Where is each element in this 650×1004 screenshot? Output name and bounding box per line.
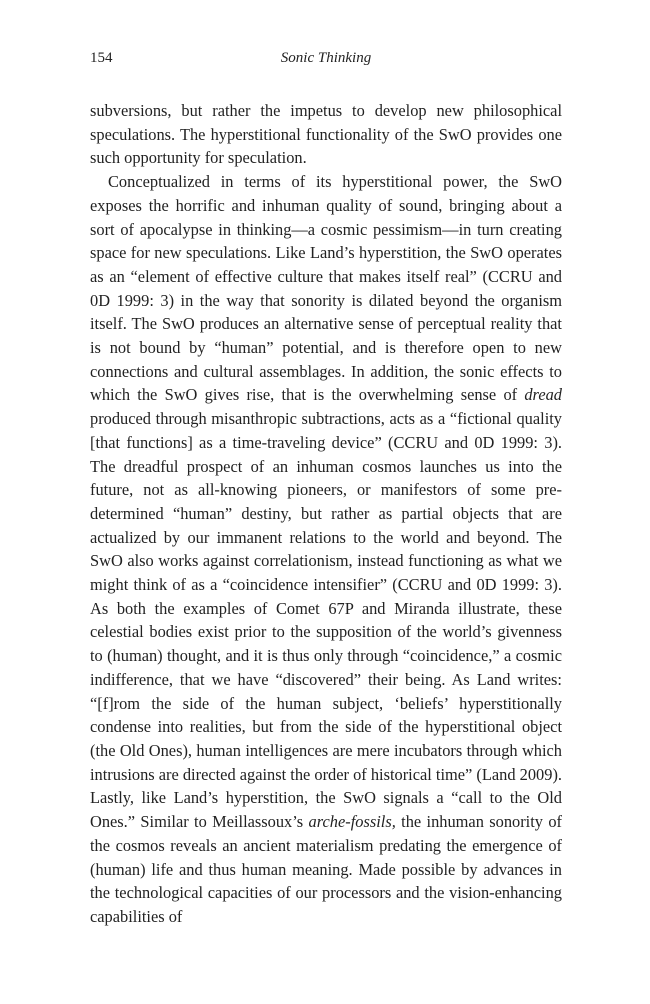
running-title: Sonic Thinking [280, 50, 372, 66]
emphasis-arche-fossils: arche-fossils, [308, 812, 396, 832]
paragraph-continued [90, 99, 562, 170]
paragraph [90, 170, 562, 929]
emphasis-dread: dread [524, 385, 562, 405]
page-header [90, 50, 562, 72]
text-segment: the inhuman sonority of the cosmos reveals an ancient materialism predating the emergence of (human) life and thus human meaning. Made possible by advances in the technological capacities of our processors and the vision-enhancing capabilities of [90, 812, 562, 926]
page-number: 154 [90, 50, 113, 66]
text-segment: subversions, but rather the impetus to develop new philosophical speculations. The hyperstitional functionality of the SwO provides one such opportunity for speculation. [90, 101, 562, 168]
text-segment: Conceptualized in terms of its hyperstitional power, the SwO exposes the horrific and inhuman quality of sound, bringing about a sort of apocalypse in thinking—a cosmic pessimism—in turn creating space for new speculations. Like Land’s hyperstition, the SwO operates as an “element of effective culture that makes itself real” (CCRU and 0D 1999: 3) in the way that sonority is dilated beyond the organism itself. The SwO produces an alternative sense of perceptual reality that is not bound by “human” potential, and is therefore open to new connections and cultural assemblages. In addition, the sonic effects to which the SwO gives rise, that is the overwhelming sense of [90, 172, 562, 405]
text-segment: produced through misanthropic subtractions, acts as a “fictional quality [that functions] as a time-traveling device” (CCRU and 0D 1999: 3). The dreadful prospect of an inhuman cosmos launches us into the future, not as all-knowing pioneers, or manifestors of some pre-determined “human” destiny, but rather as partial objects that are actualized by our immanent relations to the world and beyond. The SwO also works against correlationism, instead functioning as what we might think of as a “coincidence intensifier” (CCRU and 0D 1999: 3). As both the examples of Comet 67P and Miranda illustrate, these celestial bodies exist prior to the supposition of the world’s givenness to (human) thought, and it is thus only through “coincidence,” a cosmic indifference, that we have “discovered” their being. As Land writes: “[f]rom the side of the human subject, ‘beliefs’ hyperstitionally condense into realities, but from the side of the hyperstitional object (the Old Ones), human intelligences are mere incubators through which intrusions are directed against the order of historical time” (Land 2009). Lastly, like Land’s hyperstition, the SwO signals a “call to the Old Ones.” Similar to Meillassoux’s [90, 409, 562, 832]
body-text [90, 99, 562, 929]
